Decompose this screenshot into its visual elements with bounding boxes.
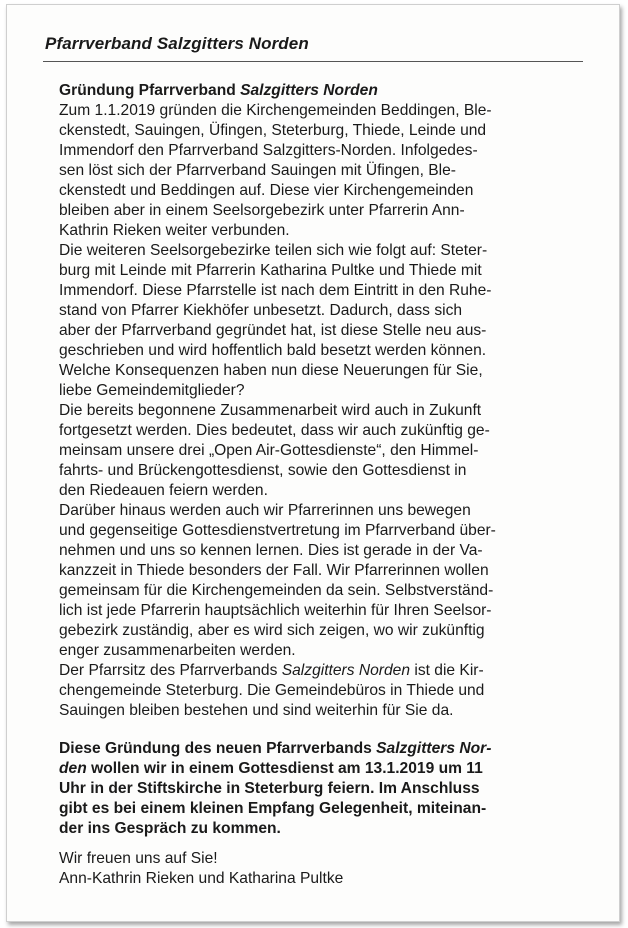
body-line: ckenstedt, Sauingen, Üfingen, Steterburg, Thiede, Leinde und <box>59 122 487 139</box>
body-line: Welche Konsequenzen haben nun diese Neuerungen für Sie, <box>59 362 483 379</box>
seat-line: chengemeinde Steterburg. Die Gemeindebüros in Thiede und <box>59 682 485 699</box>
body-line: bleiben aber in einem Seelsorgebezirk unter Pfarrerin Ann- <box>59 202 465 219</box>
newsletter-page <box>6 4 620 922</box>
announcement-italic: den <box>59 760 87 777</box>
body-line: ckenstedt und Beddingen auf. Diese vier Kirchengemeinden <box>59 182 474 199</box>
article-title <box>59 81 579 101</box>
body-line: kanzzeit in Thiede besonders der Fall. Wir Pfarrerinnen wollen <box>59 562 489 579</box>
body-line: gebezirk zuständig, aber es wird sich zeigen, wo wir zukünftig <box>59 622 485 639</box>
signature: Ann-Kathrin Rieken und Katharina Pultke <box>59 870 344 887</box>
body-line: gemeinsam für die Kirchengemeinden da sein. Selbstverständ- <box>59 582 494 599</box>
seat-line: Sauingen bleiben bestehen und sind weiterhin für Sie da. <box>59 702 454 719</box>
announcement-line: gibt es bei einem kleinen Empfang Gelegenheit, miteinan- <box>59 800 487 817</box>
seat-line-prefix: Der Pfarrsitz des Pfarrverbands <box>59 662 282 679</box>
body-line: fahrts- und Brückengottesdienst, sowie den Gottesdienst in <box>59 462 467 479</box>
paragraph-gap <box>59 721 579 739</box>
article <box>59 81 579 889</box>
announcement-line: der ins Gespräch zu kommen. <box>59 820 281 837</box>
section-header-title: Pfarrverband Salzgitters Norden <box>45 34 309 53</box>
paragraph-gap <box>59 839 579 849</box>
body-line: burg mit Leinde mit Pfarrerin Katharina Pultke und Thiede mit <box>59 262 482 279</box>
body-line: lich ist jede Pfarrerin hauptsächlich weiterhin für Ihren Seelsor- <box>59 602 492 619</box>
body-line: Die bereits begonnene Zusammenarbeit wird auch in Zukunft <box>59 402 482 419</box>
closing-text: Wir freuen uns auf Sie! <box>59 850 218 867</box>
announcement-line <box>59 739 579 759</box>
body-line: und gegenseitige Gottesdienstvertretung im Pfarrverband über- <box>59 522 496 539</box>
seat-line <box>59 661 579 681</box>
announcement <box>59 739 579 839</box>
body-line: liebe Gemeindemitglieder? <box>59 382 245 399</box>
announcement-line: Uhr in der Stiftskirche in Steterburg feiern. Im Anschluss <box>59 780 480 797</box>
body-line: den Riedeauen feiern werden. <box>59 482 268 499</box>
body-line: nehmen und uns so kennen lernen. Dies ist gerade in der Va- <box>59 542 483 559</box>
body-line: enger zusammenarbeiten werden. <box>59 642 296 659</box>
body-line: Kathrin Rieken weiter verbunden. <box>59 222 290 239</box>
article-body <box>59 101 579 721</box>
announcement-suffix: wollen wir in einem Gottesdienst am 13.1.2019 um 11 <box>86 760 483 777</box>
body-line: aber der Pfarrverband gegründet hat, ist diese Stelle neu aus- <box>59 322 487 339</box>
body-line: meinsam unsere drei „Open Air-Gottesdienste“, den Himmel- <box>59 442 479 459</box>
body-line: sen löst sich der Pfarrverband Sauingen mit Üfingen, Ble- <box>59 162 456 179</box>
closing <box>59 849 579 889</box>
header-divider <box>43 61 583 62</box>
body-line: fortgesetzt werden. Dies bedeutet, dass wir auch zukünftig ge- <box>59 422 490 439</box>
announcement-italic: Salzgitters Nor- <box>376 740 492 757</box>
body-line: Die weiteren Seelsorgebezirke teilen sich wie folgt auf: Steter- <box>59 242 488 259</box>
seat-line-suffix: ist die Kir- <box>410 662 484 679</box>
body-line: Zum 1.1.2019 gründen die Kirchengemeinden Beddingen, Ble- <box>59 102 492 119</box>
body-line: geschrieben und wird hoffentlich bald besetzt werden können. <box>59 342 487 359</box>
body-line: Immendorf. Diese Pfarrstelle ist nach dem Eintritt in den Ruhe- <box>59 282 492 299</box>
article-title-italic: Salzgitters Norden <box>240 82 378 99</box>
announcement-prefix: Diese Gründung des neuen Pfarrverbands <box>59 740 377 757</box>
seat-line-italic: Salzgitters Norden <box>281 662 411 679</box>
body-line: Immendorf den Pfarrverband Salzgitters-Norden. Infolgedes- <box>59 142 478 159</box>
body-line: stand von Pfarrer Kiekhöfer unbesetzt. Dadurch, dass sich <box>59 302 463 319</box>
body-line: Darüber hinaus werden auch wir Pfarrerinnen uns bewegen <box>59 502 471 519</box>
article-title-prefix: Gründung Pfarrverband <box>59 82 241 99</box>
announcement-line <box>59 759 579 779</box>
